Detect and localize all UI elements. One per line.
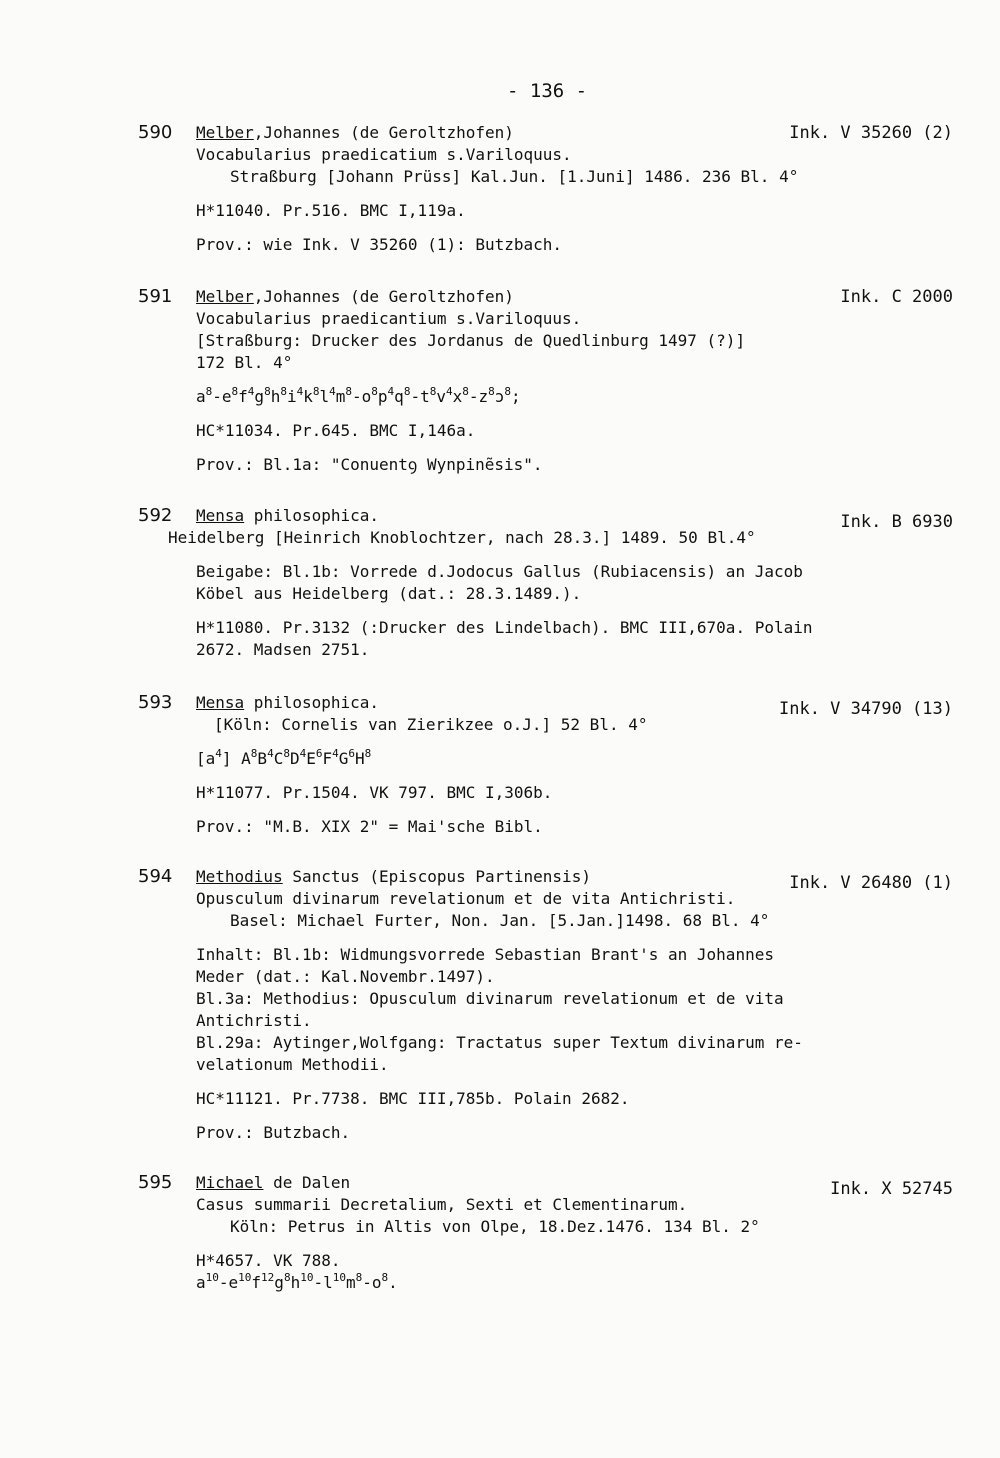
shelfmark: Ink. X 52745 (830, 1179, 953, 1199)
shelfmark: Ink. V 34790 (13) (779, 699, 953, 719)
entry-line: [Köln: Cornelis van Zierikzee o.J.] 52 Bl. 4° (214, 715, 648, 734)
entry-line: Straßburg [Johann Prüss] Kal.Jun. [1.Juni] 1486. 236 Bl. 4° (230, 167, 799, 186)
entry-number: 593 (138, 692, 173, 713)
entry-line: Meder (dat.: Kal.Novembr.1497). (196, 967, 495, 986)
entry-heading: Methodius (196, 867, 283, 886)
shelfmark: Ink. V 26480 (1) (789, 873, 953, 893)
entry-line: H*4657. VK 788. (196, 1251, 341, 1270)
entry-line: Köln: Petrus in Altis von Olpe, 18.Dez.1476. 134 Bl. 2° (230, 1217, 760, 1236)
entry-line: Antichristi. (196, 1011, 312, 1030)
entry-heading: Michael (196, 1173, 264, 1192)
catalog-entry-590 (138, 122, 953, 256)
entry-number: 590 (138, 122, 173, 143)
entry-line: Beigabe: Bl.1b: Vorrede d.Jodocus Gallus (Rubiacensis) an Jacob (196, 562, 803, 581)
catalog-entry-595 (138, 1172, 953, 1294)
entry-line: velationum Methodii. (196, 1055, 389, 1074)
entry-heading: Mensa (196, 693, 245, 712)
entry-line: H*11080. Pr.3132 (:Drucker des Lindelbach). BMC III,670a. Polain (196, 618, 813, 637)
entry-line: Köbel aus Heidelberg (dat.: 28.3.1489.). (196, 584, 582, 603)
entry-line: Heidelberg [Heinrich Knoblochtzer, nach 28.3.] 1489. 50 Bl.4° (168, 528, 756, 547)
entry-line: Inhalt: Bl.1b: Widmungsvorrede Sebastian Brant's an Johannes (196, 945, 774, 964)
entry-heading: Mensa (196, 506, 245, 525)
entry-line: Bl.29a: Aytinger,Wolfgang: Tractatus super Textum divinarum re- (196, 1033, 803, 1052)
page-number: - 136 - (507, 80, 588, 102)
entry-line: 2672. Madsen 2751. (196, 640, 370, 659)
entry-line: Vocabularius praedicatium s.Variloquus. (196, 145, 572, 164)
entry-heading-rest: ,Johannes (de Geroltzhofen) (253, 287, 514, 306)
entry-number: 595 (138, 1172, 173, 1193)
shelfmark: Ink. V 35260 (2) (789, 123, 953, 143)
entry-line: HC*11034. Pr.645. BMC I,146a. (196, 421, 476, 440)
catalog-entry-591 (138, 286, 953, 476)
entry-line: 172 Bl. 4° (196, 353, 293, 372)
collation-formula: $a^8-e^8f^4g^8h^8i^4k^8l^4m^8-o^8p^4q^8-t^8v^4x^8-z^8ɔ^8$; (196, 385, 521, 406)
entry-line: Prov.: Butzbach. (196, 1123, 351, 1142)
catalog-entry-592 (138, 505, 953, 661)
collation-formula: $[a^4]$ $A^8B^4C^8D^4E^6F^4G^6H^8$ (196, 747, 372, 768)
shelfmark: Ink. C 2000 (840, 287, 953, 307)
entry-line: Opusculum divinarum revelationum et de vita Antichristi. (196, 889, 736, 908)
entry-heading-rest: philosophica. (244, 693, 380, 712)
entry-heading-rest: philosophica. (244, 506, 380, 525)
entry-line: [Straßburg: Drucker des Jordanus de Quedlinburg 1497 (?)] (196, 331, 746, 350)
entry-heading: Melber (196, 123, 254, 142)
collation-formula: $a^{10}-e^{10}f^{12}g^8h^{10}-l^{10}m^8-o^8$. (196, 1271, 398, 1292)
catalog-entry-593 (138, 692, 953, 838)
entry-heading: Melber (196, 287, 254, 306)
entry-number: 592 (138, 505, 173, 526)
entry-line: HC*11121. Pr.7738. BMC III,785b. Polain 2682. (196, 1089, 630, 1108)
entry-heading-rest: Sanctus (Episcopus Partinensis) (282, 867, 591, 886)
entry-line: Bl.3a: Methodius: Opusculum divinarum revelationum et de vita (196, 989, 784, 1008)
catalog-entry-594 (138, 866, 953, 1144)
entry-line: Vocabularius praedicantium s.Variloquus. (196, 309, 582, 328)
entry-line: Basel: Michael Furter, Non. Jan. [5.Jan.]1498. 68 Bl. 4° (230, 911, 770, 930)
entry-number: 594 (138, 866, 173, 887)
entry-line: Prov.: Bl.1a: "Conuentꝯ Wynpinẽsis". (196, 455, 543, 474)
entry-line: H*11077. Pr.1504. VK 797. BMC I,306b. (196, 783, 553, 802)
entry-line: Prov.: wie Ink. V 35260 (1): Butzbach. (196, 235, 563, 254)
entry-heading-rest: de Dalen (263, 1173, 351, 1192)
entry-line: H*11040. Pr.516. BMC I,119a. (196, 201, 466, 220)
entry-line: Prov.: "M.B. XIX 2" = Mai'sche Bibl. (196, 817, 543, 836)
entry-number: 591 (138, 286, 173, 307)
entry-heading-rest: ,Johannes (de Geroltzhofen) (253, 123, 514, 142)
shelfmark: Ink. B 6930 (840, 512, 953, 532)
entry-line: Casus summarii Decretalium, Sexti et Clementinarum. (196, 1195, 688, 1214)
